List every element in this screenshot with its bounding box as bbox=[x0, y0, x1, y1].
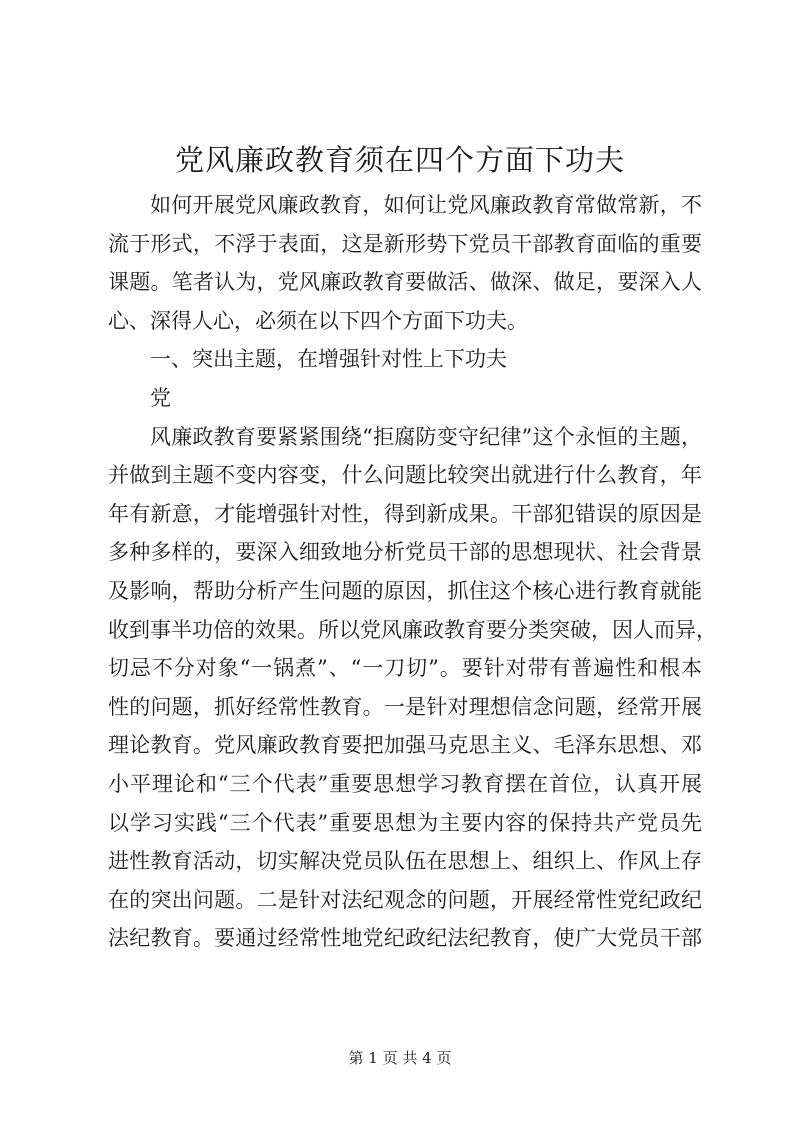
paragraph-line: 在的突出问题。二是针对法纪观念的问题，开展经常性党纪政纪 bbox=[108, 887, 702, 912]
page-number-footer: 第 1 页 共 4 页 bbox=[348, 1049, 452, 1067]
document-body bbox=[108, 186, 717, 958]
paragraph-line: 收到事半功倍的效果。所以党风廉政教育要分类突破，因人而异， bbox=[108, 617, 717, 642]
paragraph-line: 风廉政教育要紧紧围绕“拒腐防变守纪律”这个永恒的主题， bbox=[150, 424, 702, 449]
document-title: 党风廉政教育须在四个方面下功夫 bbox=[174, 143, 625, 177]
section-heading: 一、突出主题，在增强针对性上下功夫 bbox=[150, 347, 507, 372]
paragraph-line: 如何开展党风廉政教育，如何让党风廉政教育常做常新，不 bbox=[150, 193, 702, 217]
paragraph-line: 课题。笔者认为，党风廉政教育要做活、做深、做足，要深入人 bbox=[108, 270, 702, 295]
paragraph-line: 多种多样的，要深入细致地分析党员干部的思想现状、社会背景 bbox=[108, 540, 702, 565]
paragraph-line: 及影响，帮助分析产生问题的原因，抓住这个核心进行教育就能 bbox=[108, 578, 702, 603]
paragraph-line: 并做到主题不变内容变，什么问题比较突出就进行什么教育，年 bbox=[108, 463, 702, 488]
paragraph-line: 小平理论和“三个代表”重要思想学习教育摆在首位，认真开展 bbox=[108, 771, 702, 796]
paragraph-line: 性的问题，抓好经常性教育。一是针对理想信念问题，经常开展 bbox=[108, 694, 702, 719]
paragraph-line: 法纪教育。要通过经常性地党纪政纪法纪教育，使广大党员干部 bbox=[108, 926, 702, 951]
paragraph-line: 流于形式，不浮于表面，这是新形势下党员干部教育面临的重要 bbox=[108, 231, 702, 256]
paragraph-line: 进性教育活动，切实解决党员队伍在思想上、组织上、作风上存 bbox=[108, 849, 702, 874]
paragraph-line: 心、深得人心，必须在以下四个方面下功夫。 bbox=[108, 308, 528, 333]
paragraph-line: 以学习实践“三个代表”重要思想为主要内容的保持共产党员先 bbox=[108, 810, 702, 835]
paragraph-line: 切忌不分对象“一锅煮”、“一刀切”。要针对带有普遍性和根本 bbox=[108, 656, 702, 681]
paragraph-line: 年有新意，才能增强针对性，得到新成果。干部犯错误的原因是 bbox=[108, 501, 702, 526]
paragraph-line: 理论教育。党风廉政教育要把加强马克思主义、毛泽东思想、邓 bbox=[108, 733, 702, 758]
paragraph-line: 党 bbox=[150, 385, 171, 410]
